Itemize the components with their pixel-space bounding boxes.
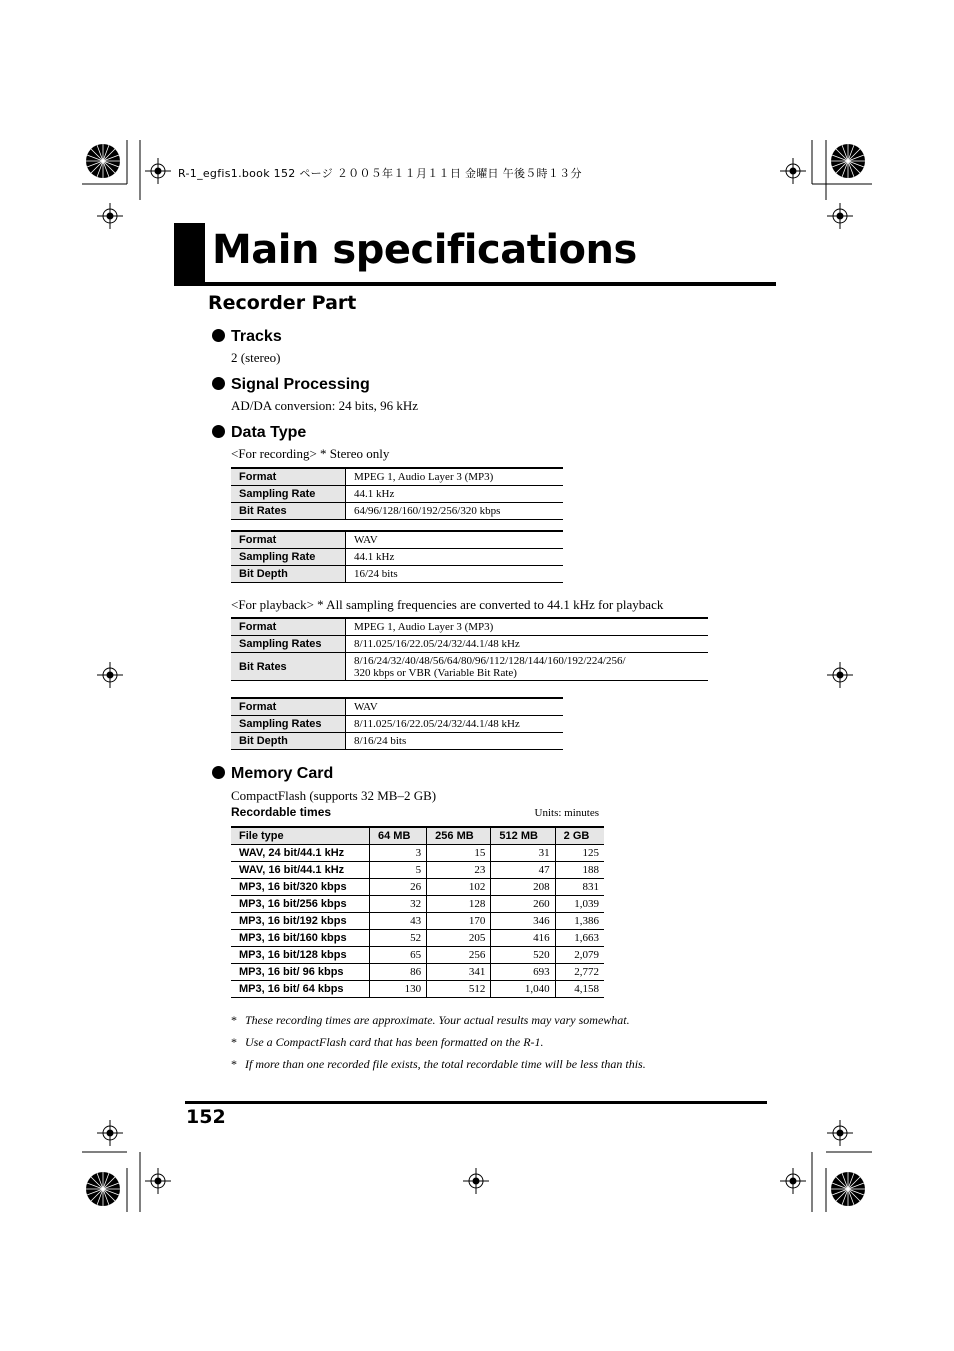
table-row: MP3, 16 bit/ 64 kbps 130 512 1,040 4,158 <box>231 981 604 998</box>
column-header: 512 MB <box>491 827 555 845</box>
tracks-heading: Tracks <box>212 327 282 347</box>
table-row: Bit Depth 8/16/24 bits <box>231 733 563 750</box>
table-row: MP3, 16 bit/ 96 kbps 86 341 693 2,772 <box>231 964 604 981</box>
recordable-times-table <box>231 826 604 998</box>
play-mp3-table <box>231 617 708 681</box>
table-row: WAV, 24 bit/44.1 kHz 3 15 31 125 <box>231 845 604 862</box>
table-row: MP3, 16 bit/320 kbps 26 102 208 831 <box>231 879 604 896</box>
datatype-heading: Data Type <box>212 423 306 443</box>
play-wav-table <box>231 697 563 750</box>
footnote: * If more than one recorded file exists, the total recordable time will be less than this. <box>231 1057 646 1071</box>
table-row: Sampling Rates 8/11.025/16/22.05/24/32/44.1/48 kHz <box>231 716 563 733</box>
tracks-value: 2 (stereo) <box>231 350 281 365</box>
table-row: Format MPEG 1, Audio Layer 3 (MP3) <box>231 618 708 636</box>
table-row: Bit Rates 64/96/128/160/192/256/320 kbps <box>231 503 563 520</box>
table-row: Sampling Rate 44.1 kHz <box>231 486 563 503</box>
column-header: File type <box>231 827 370 845</box>
column-header: 2 GB <box>555 827 604 845</box>
title-underline <box>174 282 776 286</box>
title-bar-block <box>174 223 205 285</box>
table-row: Sampling Rates 8/11.025/16/22.05/24/32/44.1/48 kHz <box>231 636 708 653</box>
bullet-icon <box>212 766 225 779</box>
section-heading: Recorder Part <box>208 292 357 314</box>
table-row: Format WAV <box>231 531 563 549</box>
units-label: Units: minutes <box>534 807 599 819</box>
memory-value: CompactFlash (supports 32 MB–2 GB) <box>231 788 437 803</box>
table-row: Sampling Rate 44.1 kHz <box>231 549 563 566</box>
table-header-row <box>231 827 604 845</box>
table-row: MP3, 16 bit/192 kbps 43 170 346 1,386 <box>231 913 604 930</box>
bullet-icon <box>212 377 225 390</box>
bullet-icon <box>212 425 225 438</box>
bullet-icon <box>212 329 225 342</box>
signal-heading: Signal Processing <box>212 375 370 395</box>
page-number: 152 <box>186 1106 226 1128</box>
table-row: Format WAV <box>231 698 563 716</box>
table-row: WAV, 16 bit/44.1 kHz 5 23 47 188 <box>231 862 604 879</box>
table-row: MP3, 16 bit/128 kbps 65 256 520 2,079 <box>231 947 604 964</box>
memory-heading: Memory Card <box>212 764 333 784</box>
table-row: Bit Rates 8/16/24/32/40/48/56/64/80/96/112/128/144/160/192/224/256/ 320 kbps or VBR (Variable Bit Rate) <box>231 653 708 681</box>
column-header: 64 MB <box>370 827 427 845</box>
playback-note: <For playback> * All sampling frequencies are converted to 44.1 kHz for playback <box>231 597 664 612</box>
recording-note: <For recording> * Stereo only <box>231 446 390 461</box>
print-header: R-1_egfis1.book 152 ページ ２００５年１１月１１日 金曜日 午後５時１３分 <box>178 167 582 180</box>
table-row: Format MPEG 1, Audio Layer 3 (MP3) <box>231 468 563 486</box>
rec-wav-table <box>231 530 563 583</box>
footer-rule <box>185 1101 767 1104</box>
footnote: * Use a CompactFlash card that has been formatted on the R-1. <box>231 1035 544 1049</box>
signal-value: AD/DA conversion: 24 bits, 96 kHz <box>231 398 419 413</box>
column-header: 256 MB <box>427 827 491 845</box>
table-row: Bit Depth 16/24 bits <box>231 566 563 583</box>
recordable-times-label: Recordable times <box>231 805 332 819</box>
page-title: Main specifications <box>212 227 637 273</box>
rec-mp3-table <box>231 467 563 520</box>
footnote: * These recording times are approximate. Your actual results may vary somewhat. <box>231 1013 630 1027</box>
table-row: MP3, 16 bit/160 kbps 52 205 416 1,663 <box>231 930 604 947</box>
table-row: MP3, 16 bit/256 kbps 32 128 260 1,039 <box>231 896 604 913</box>
